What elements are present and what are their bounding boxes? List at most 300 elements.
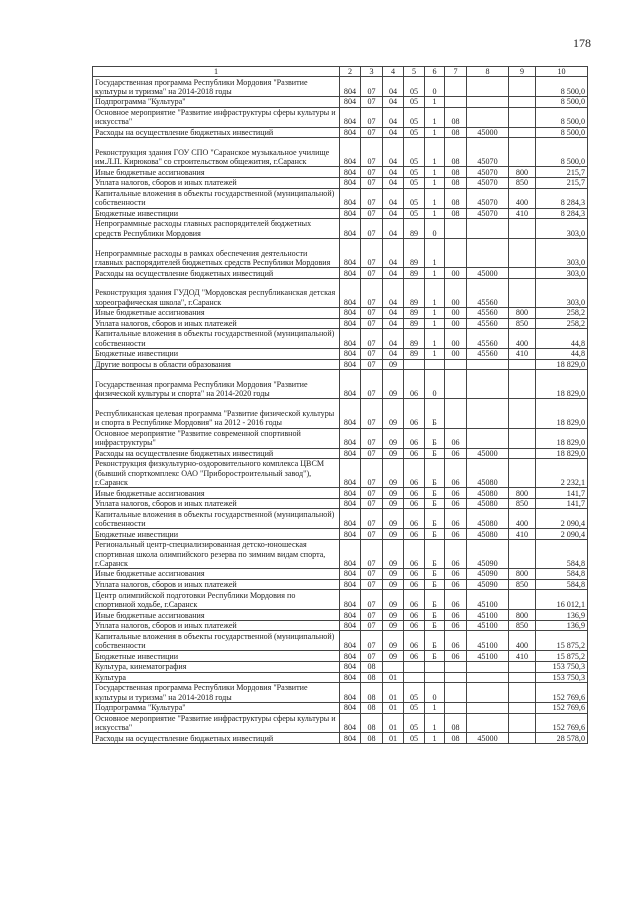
row-code-cell: 01 — [383, 733, 404, 744]
row-code-cell — [509, 138, 536, 167]
row-code-cell: Б — [425, 590, 445, 610]
row-code-cell — [509, 77, 536, 97]
row-code-cell: 07 — [361, 498, 383, 509]
row-code-cell: 06 — [445, 569, 467, 580]
row-code-cell: 07 — [361, 428, 383, 448]
row-name-cell: Бюджетные инвестиции — [93, 529, 340, 540]
row-code-cell — [467, 702, 509, 713]
row-code-cell: 45100 — [467, 651, 509, 662]
row-code-cell: 0 — [425, 683, 445, 703]
table-row — [93, 188, 588, 208]
row-code-cell: 07 — [361, 488, 383, 499]
row-code-cell: 06 — [404, 529, 425, 540]
row-code-cell: 04 — [383, 188, 404, 208]
row-code-cell — [509, 97, 536, 108]
row-code-cell: 45080 — [467, 459, 509, 488]
row-code-cell: 04 — [383, 208, 404, 219]
row-code-cell: 45090 — [467, 569, 509, 580]
row-code-cell — [509, 127, 536, 138]
row-code-cell: 06 — [445, 529, 467, 540]
row-code-cell: 09 — [383, 620, 404, 631]
row-amount-cell: 8 500,0 — [536, 77, 588, 97]
row-code-cell: 06 — [404, 569, 425, 580]
row-code-cell: 410 — [509, 349, 536, 360]
row-name-cell: Реконструкция здания ГУДОД "Мордовская республиканская детская хореографическая школа", г.Саранск — [93, 278, 340, 307]
row-code-cell: 1 — [425, 278, 445, 307]
row-name-cell: Государственная программа Республики Мордовия "Развитие физической культуры и спорта" на 2014-2020 годы — [93, 370, 340, 399]
row-code-cell: 09 — [383, 539, 404, 568]
table-row — [93, 651, 588, 662]
row-code-cell: 804 — [340, 631, 361, 651]
row-code-cell: Б — [425, 448, 445, 459]
row-code-cell: 804 — [340, 509, 361, 529]
row-code-cell: 804 — [340, 569, 361, 580]
row-name-cell: Реконструкция здания ГОУ СПО "Саранское музыкальное училище им.Л.П. Кирюкова" со строительством общежития, г.Саранск — [93, 138, 340, 167]
table-row — [93, 539, 588, 568]
row-code-cell: 804 — [340, 167, 361, 178]
row-code-cell: 07 — [361, 569, 383, 580]
row-code-cell: 1 — [425, 268, 445, 279]
row-name-cell: Иные бюджетные ассигнования — [93, 488, 340, 499]
column-header: 4 — [383, 67, 404, 77]
row-amount-cell: 2 090,4 — [536, 509, 588, 529]
row-amount-cell: 28 578,0 — [536, 733, 588, 744]
row-code-cell — [445, 239, 467, 268]
row-code-cell: 05 — [404, 77, 425, 97]
row-code-cell: 804 — [340, 651, 361, 662]
row-code-cell — [509, 399, 536, 428]
row-code-cell: 05 — [404, 733, 425, 744]
row-code-cell: 804 — [340, 219, 361, 239]
row-amount-cell: 152 769,6 — [536, 683, 588, 703]
row-code-cell: 00 — [445, 307, 467, 318]
row-code-cell — [445, 399, 467, 428]
row-code-cell: 07 — [361, 459, 383, 488]
row-name-cell: Капитальные вложения в объекты государственной (муниципальной) собственности — [93, 631, 340, 651]
row-code-cell: 804 — [340, 307, 361, 318]
row-code-cell: 08 — [445, 178, 467, 189]
row-code-cell — [509, 661, 536, 672]
row-code-cell: 804 — [340, 672, 361, 683]
row-code-cell: 804 — [340, 77, 361, 97]
row-code-cell: 45080 — [467, 488, 509, 499]
row-amount-cell: 18 829,0 — [536, 448, 588, 459]
row-code-cell: 08 — [445, 713, 467, 733]
row-code-cell — [467, 672, 509, 683]
row-code-cell: 09 — [383, 631, 404, 651]
row-amount-cell: 303,0 — [536, 239, 588, 268]
row-code-cell: 804 — [340, 683, 361, 703]
row-code-cell — [467, 77, 509, 97]
table-row — [93, 713, 588, 733]
row-code-cell: 07 — [361, 77, 383, 97]
row-code-cell — [467, 713, 509, 733]
row-code-cell: 04 — [383, 138, 404, 167]
row-code-cell: 07 — [361, 268, 383, 279]
table-row — [93, 702, 588, 713]
row-code-cell: 09 — [383, 488, 404, 499]
row-code-cell: 07 — [361, 239, 383, 268]
row-code-cell: Б — [425, 539, 445, 568]
row-code-cell: 45000 — [467, 448, 509, 459]
row-code-cell: 804 — [340, 188, 361, 208]
row-code-cell: 08 — [361, 683, 383, 703]
row-code-cell: 00 — [445, 318, 467, 329]
row-code-cell: 45080 — [467, 509, 509, 529]
row-name-cell: Подпрограмма "Культура" — [93, 97, 340, 108]
row-code-cell: 804 — [340, 278, 361, 307]
row-code-cell: 07 — [361, 529, 383, 540]
row-name-cell: Культура — [93, 672, 340, 683]
row-code-cell: 1 — [425, 208, 445, 219]
budget-table-body — [93, 67, 588, 744]
table-row — [93, 661, 588, 672]
row-code-cell — [509, 268, 536, 279]
row-name-cell: Государственная программа Республики Мордовия "Развитие культуры и туризма" на 2014-2018 годы — [93, 683, 340, 703]
row-amount-cell: 16 012,1 — [536, 590, 588, 610]
table-row — [93, 318, 588, 329]
row-code-cell: 804 — [340, 349, 361, 360]
row-code-cell — [467, 683, 509, 703]
row-code-cell: 45090 — [467, 579, 509, 590]
row-code-cell: 89 — [404, 349, 425, 360]
row-code-cell: 45000 — [467, 268, 509, 279]
column-header: 3 — [361, 67, 383, 77]
row-name-cell: Непрограммные расходы главных распорядителей бюджетных средств Республики Мордовия — [93, 219, 340, 239]
row-code-cell: 05 — [404, 97, 425, 108]
table-row — [93, 268, 588, 279]
row-amount-cell: 584,8 — [536, 579, 588, 590]
row-code-cell: 400 — [509, 188, 536, 208]
row-code-cell — [467, 661, 509, 672]
row-code-cell — [509, 702, 536, 713]
row-code-cell: 06 — [445, 509, 467, 529]
row-code-cell: 45070 — [467, 188, 509, 208]
row-code-cell: 06 — [445, 459, 467, 488]
row-amount-cell: 8 500,0 — [536, 138, 588, 167]
row-code-cell: 09 — [383, 509, 404, 529]
row-code-cell: 1 — [425, 349, 445, 360]
row-code-cell: 800 — [509, 610, 536, 621]
row-code-cell: Б — [425, 509, 445, 529]
row-code-cell: 05 — [404, 138, 425, 167]
row-code-cell: 06 — [404, 651, 425, 662]
row-code-cell: Б — [425, 459, 445, 488]
row-code-cell: 04 — [383, 329, 404, 349]
table-row — [93, 672, 588, 683]
row-name-cell: Культура, кинематография — [93, 661, 340, 672]
row-code-cell: 09 — [383, 370, 404, 399]
row-code-cell: 0 — [425, 219, 445, 239]
row-amount-cell: 215,7 — [536, 167, 588, 178]
row-amount-cell: 153 750,3 — [536, 672, 588, 683]
row-name-cell: Другие вопросы в области образования — [93, 359, 340, 370]
row-amount-cell: 18 829,0 — [536, 428, 588, 448]
row-amount-cell: 258,2 — [536, 318, 588, 329]
row-code-cell: 804 — [340, 318, 361, 329]
row-name-cell: Уплата налогов, сборов и иных платежей — [93, 318, 340, 329]
row-code-cell: 1 — [425, 318, 445, 329]
row-code-cell — [509, 539, 536, 568]
row-code-cell: 09 — [383, 610, 404, 621]
row-code-cell: 09 — [383, 569, 404, 580]
row-code-cell — [445, 77, 467, 97]
row-amount-cell: 136,9 — [536, 620, 588, 631]
row-amount-cell: 8 500,0 — [536, 127, 588, 138]
row-code-cell: 06 — [445, 488, 467, 499]
row-code-cell: 06 — [445, 579, 467, 590]
row-code-cell: 06 — [404, 509, 425, 529]
row-code-cell: 06 — [445, 498, 467, 509]
row-code-cell: 800 — [509, 569, 536, 580]
row-code-cell: 1 — [425, 702, 445, 713]
table-row — [93, 610, 588, 621]
row-code-cell: 07 — [361, 178, 383, 189]
row-code-cell: 04 — [383, 107, 404, 127]
row-code-cell: 07 — [361, 127, 383, 138]
row-code-cell: 89 — [404, 219, 425, 239]
row-code-cell: 00 — [445, 349, 467, 360]
row-code-cell — [509, 219, 536, 239]
row-name-cell: Бюджетные инвестиции — [93, 208, 340, 219]
row-name-cell: Непрограммные расходы в рамках обеспечения деятельности главных распорядителей бюджетных средств Республики Мордовия — [93, 239, 340, 268]
column-header: 5 — [404, 67, 425, 77]
row-code-cell — [445, 359, 467, 370]
row-code-cell — [467, 97, 509, 108]
row-code-cell: 07 — [361, 579, 383, 590]
row-code-cell: 06 — [404, 620, 425, 631]
row-amount-cell: 8 284,3 — [536, 188, 588, 208]
row-code-cell: 45080 — [467, 529, 509, 540]
row-code-cell: 04 — [383, 268, 404, 279]
row-code-cell — [467, 399, 509, 428]
row-name-cell: Уплата налогов, сборов и иных платежей — [93, 498, 340, 509]
row-code-cell: 804 — [340, 399, 361, 428]
row-code-cell: 07 — [361, 219, 383, 239]
row-amount-cell: 8 500,0 — [536, 97, 588, 108]
row-code-cell: 45070 — [467, 138, 509, 167]
row-code-cell: 89 — [404, 318, 425, 329]
row-amount-cell: 584,8 — [536, 569, 588, 580]
table-row — [93, 167, 588, 178]
row-code-cell: 804 — [340, 428, 361, 448]
row-code-cell: Б — [425, 579, 445, 590]
row-code-cell — [509, 590, 536, 610]
row-code-cell: 804 — [340, 359, 361, 370]
row-code-cell: 08 — [445, 188, 467, 208]
row-name-cell: Республиканская целевая программа "Развитие физической культуры и спорта в Республике Мордовия" на 2012 - 2016 годы — [93, 399, 340, 428]
row-code-cell: 850 — [509, 620, 536, 631]
row-code-cell: 04 — [383, 239, 404, 268]
table-row — [93, 488, 588, 499]
column-header: 10 — [536, 67, 588, 77]
row-amount-cell: 15 875,2 — [536, 651, 588, 662]
row-code-cell: 89 — [404, 307, 425, 318]
row-code-cell: 06 — [404, 539, 425, 568]
row-code-cell: 804 — [340, 713, 361, 733]
row-code-cell: 1 — [425, 733, 445, 744]
table-row — [93, 219, 588, 239]
row-code-cell: 45070 — [467, 178, 509, 189]
row-code-cell: 07 — [361, 97, 383, 108]
row-code-cell: 09 — [383, 399, 404, 428]
row-code-cell: 07 — [361, 307, 383, 318]
row-code-cell: 09 — [383, 428, 404, 448]
row-code-cell: 00 — [445, 278, 467, 307]
column-header: 8 — [467, 67, 509, 77]
table-row — [93, 459, 588, 488]
table-row — [93, 239, 588, 268]
row-code-cell: 07 — [361, 359, 383, 370]
budget-table — [92, 66, 588, 744]
row-name-cell: Основное мероприятие "Развитие инфраструктуры сферы культуры и искусства" — [93, 713, 340, 733]
row-code-cell: 850 — [509, 178, 536, 189]
row-code-cell: 05 — [404, 683, 425, 703]
column-header: 7 — [445, 67, 467, 77]
table-row — [93, 178, 588, 189]
row-code-cell: 1 — [425, 178, 445, 189]
row-code-cell — [509, 683, 536, 703]
row-amount-cell: 44,8 — [536, 349, 588, 360]
row-code-cell — [509, 107, 536, 127]
row-code-cell: 804 — [340, 178, 361, 189]
row-code-cell: 09 — [383, 590, 404, 610]
row-code-cell: 05 — [404, 178, 425, 189]
row-name-cell: Уплата налогов, сборов и иных платежей — [93, 178, 340, 189]
row-code-cell: 804 — [340, 138, 361, 167]
row-code-cell — [467, 370, 509, 399]
row-code-cell: 06 — [404, 370, 425, 399]
row-code-cell — [467, 219, 509, 239]
row-code-cell: 08 — [361, 713, 383, 733]
row-amount-cell: 152 769,6 — [536, 702, 588, 713]
row-code-cell: 07 — [361, 509, 383, 529]
row-code-cell: 07 — [361, 329, 383, 349]
row-code-cell: 06 — [445, 631, 467, 651]
row-code-cell: 45070 — [467, 167, 509, 178]
table-row — [93, 359, 588, 370]
row-code-cell — [445, 683, 467, 703]
row-code-cell: 89 — [404, 239, 425, 268]
row-code-cell — [425, 672, 445, 683]
row-code-cell: 45000 — [467, 733, 509, 744]
row-code-cell: 07 — [361, 107, 383, 127]
row-code-cell — [467, 239, 509, 268]
row-name-cell: Центр олимпийской подготовки Республики Мордовия по спортивной ходьбе, г.Саранск — [93, 590, 340, 610]
row-code-cell — [509, 733, 536, 744]
row-code-cell: 804 — [340, 733, 361, 744]
row-amount-cell: 18 829,0 — [536, 370, 588, 399]
row-code-cell: 04 — [383, 307, 404, 318]
row-code-cell: 04 — [383, 167, 404, 178]
table-row — [93, 683, 588, 703]
row-code-cell: 00 — [445, 268, 467, 279]
table-row — [93, 569, 588, 580]
row-code-cell: 1 — [425, 107, 445, 127]
row-code-cell: 804 — [340, 529, 361, 540]
row-code-cell: 04 — [383, 97, 404, 108]
row-code-cell: 04 — [383, 127, 404, 138]
row-code-cell: 400 — [509, 631, 536, 651]
column-header: 1 — [93, 67, 340, 77]
row-code-cell: 45560 — [467, 318, 509, 329]
row-name-cell: Расходы на осуществление бюджетных инвестиций — [93, 127, 340, 138]
row-amount-cell: 153 750,3 — [536, 661, 588, 672]
row-code-cell: Б — [425, 488, 445, 499]
table-row — [93, 138, 588, 167]
row-name-cell: Уплата налогов, сборов и иных платежей — [93, 579, 340, 590]
row-code-cell: 804 — [340, 127, 361, 138]
row-code-cell — [509, 672, 536, 683]
row-code-cell: 04 — [383, 219, 404, 239]
row-amount-cell: 303,0 — [536, 219, 588, 239]
row-code-cell: 08 — [445, 733, 467, 744]
column-header: 6 — [425, 67, 445, 77]
row-code-cell: 07 — [361, 631, 383, 651]
row-name-cell: Региональный центр-специализированная детско-юношеская спортивная школа олимпийского резерва по зимним видам спорта, г.Саранск — [93, 539, 340, 568]
row-code-cell — [445, 370, 467, 399]
row-code-cell: 08 — [445, 138, 467, 167]
row-amount-cell: 303,0 — [536, 278, 588, 307]
row-code-cell: 07 — [361, 448, 383, 459]
row-code-cell: 05 — [404, 208, 425, 219]
row-amount-cell: 8 500,0 — [536, 107, 588, 127]
row-code-cell: 804 — [340, 448, 361, 459]
row-code-cell — [404, 359, 425, 370]
table-row — [93, 509, 588, 529]
table-row — [93, 77, 588, 97]
row-code-cell: 804 — [340, 370, 361, 399]
row-name-cell: Капитальные вложения в объекты государственной (муниципальной) собственности — [93, 509, 340, 529]
row-code-cell: 1 — [425, 167, 445, 178]
row-code-cell: 06 — [445, 651, 467, 662]
table-row — [93, 127, 588, 138]
row-code-cell: Б — [425, 529, 445, 540]
row-amount-cell: 258,2 — [536, 307, 588, 318]
row-code-cell: 06 — [404, 459, 425, 488]
row-name-cell: Бюджетные инвестиции — [93, 349, 340, 360]
row-code-cell — [509, 428, 536, 448]
row-code-cell: 06 — [404, 590, 425, 610]
row-name-cell: Государственная программа Республики Мордовия "Развитие культуры и туризма" на 2014-2018 годы — [93, 77, 340, 97]
row-code-cell: 800 — [509, 167, 536, 178]
row-code-cell: 06 — [445, 428, 467, 448]
row-code-cell: 05 — [404, 167, 425, 178]
row-code-cell: Б — [425, 610, 445, 621]
row-code-cell: 07 — [361, 651, 383, 662]
row-code-cell: 1 — [425, 138, 445, 167]
row-code-cell: 804 — [340, 498, 361, 509]
row-code-cell: 804 — [340, 239, 361, 268]
page-number: 178 — [573, 36, 591, 50]
row-name-cell: Реконструкция физкультурно-оздоровительного комплекса ЦВСМ (бывший спорткомплекс ОАО "Приборостроительный завод"), г.Саранск — [93, 459, 340, 488]
row-code-cell: 07 — [361, 138, 383, 167]
table-row — [93, 590, 588, 610]
row-code-cell: 1 — [425, 713, 445, 733]
row-code-cell: 1 — [425, 188, 445, 208]
row-code-cell: 804 — [340, 610, 361, 621]
row-amount-cell: 44,8 — [536, 329, 588, 349]
row-code-cell — [467, 107, 509, 127]
row-code-cell: Б — [425, 399, 445, 428]
row-code-cell — [467, 428, 509, 448]
table-row — [93, 399, 588, 428]
row-code-cell: 89 — [404, 278, 425, 307]
row-code-cell — [383, 661, 404, 672]
row-code-cell — [425, 359, 445, 370]
row-name-cell: Основное мероприятие "Развитие современной спортивной инфраструктуры" — [93, 428, 340, 448]
row-code-cell: 01 — [383, 713, 404, 733]
